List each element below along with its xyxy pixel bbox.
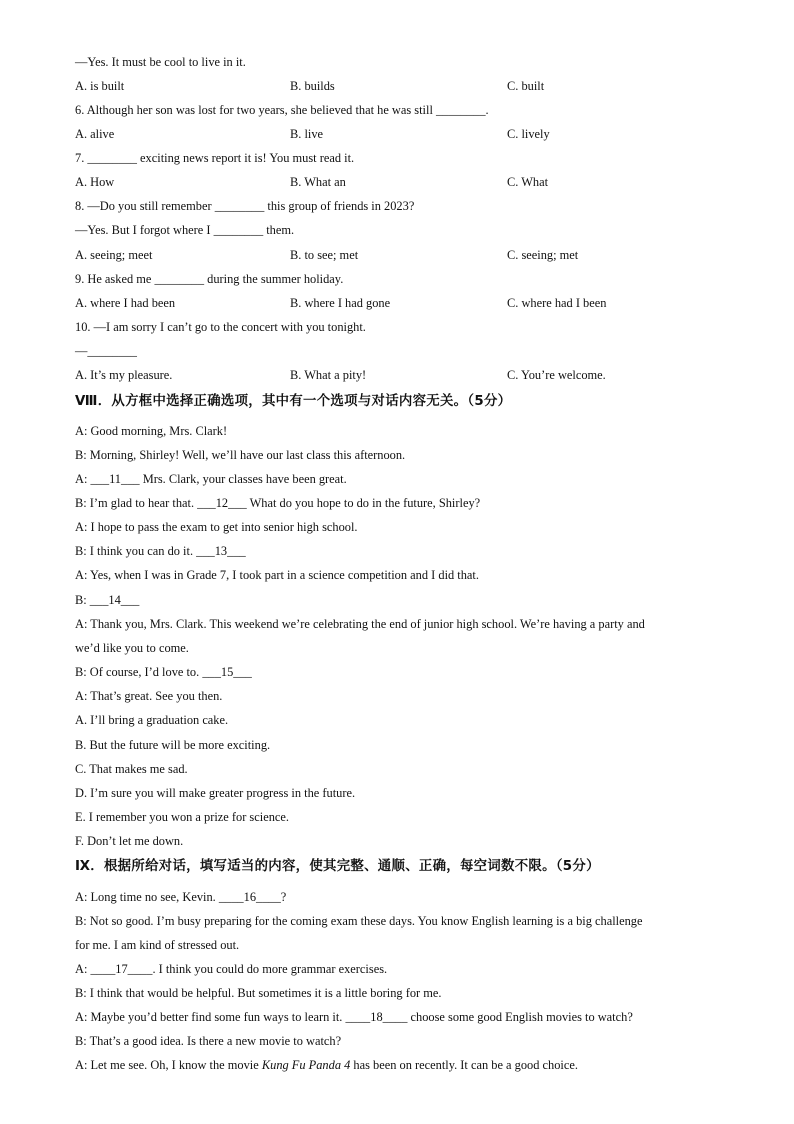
dialogue-line: A: Thank you, Mrs. Clark. This weekend we’re celebrating the end of junior high school. We’re having a party and <box>75 617 645 631</box>
dialogue-line: A: Long time no see, Kevin. ____16____? <box>75 890 287 904</box>
dialogue-line: A: Maybe you’d better find some fun ways to learn it. ____18____ choose some good English movies to watch? <box>75 1010 633 1024</box>
dialogue-line: A: ____17____. I think you could do more grammar exercises. <box>75 962 388 976</box>
dialogue-line: for me. I am kind of stressed out. <box>75 938 240 952</box>
dialogue-line: B: That’s a good idea. Is there a new movie to watch? <box>75 1034 342 1048</box>
q10-question: 10. —I am sorry I can’t go to the concert with you tonight. <box>75 320 366 334</box>
dialogue-line: B: Of course, I’d love to. ___15___ <box>75 665 252 679</box>
q8-question: 8. —Do you still remember ________ this group of friends in 2023? <box>75 199 415 213</box>
dialogue-line: A: That’s great. See you then. <box>75 689 223 703</box>
dialogue-line: A: I hope to pass the exam to get into senior high school. <box>75 520 358 534</box>
dialogue-line: B: ___14___ <box>75 593 140 607</box>
q6-option-b: B. live <box>290 127 324 141</box>
movie-line-end: has been on recently. It can be a good choice. <box>350 1058 578 1072</box>
dialogue-line: B: Not so good. I’m busy preparing for the coming exam these days. You know English learning is a big challenge <box>75 914 643 928</box>
q5-option-a: A. is built <box>75 79 125 93</box>
q6-option-a: A. alive <box>75 127 115 141</box>
q9-option-c: C. where had I been <box>507 296 607 310</box>
section-8-heading: Ⅷ．从方框中选择正确选项，其中有一个选项与对话内容无关。（5分） <box>75 394 512 409</box>
q8-option-a: A. seeing; meet <box>75 248 153 262</box>
choice-e: E. I remember you won a prize for science. <box>75 810 289 824</box>
dialogue-line-movie <box>75 1057 578 1073</box>
section-9-heading: Ⅸ．根据所给对话，填写适当的内容，使其完整、通顺、正确，每空词数不限。（5分） <box>75 859 600 874</box>
q8-answer-line: —Yes. But I forgot where I ________ them. <box>75 223 295 237</box>
q9-option-b: B. where I had gone <box>290 296 391 310</box>
q6-question: 6. Although her son was lost for two years, she believed that he was still ________. <box>75 103 489 117</box>
choice-c: C. That makes me sad. <box>75 762 188 776</box>
q5-answer-line: —Yes. It must be cool to live in it. <box>75 55 246 69</box>
q9-option-a: A. where I had been <box>75 296 176 310</box>
dialogue-line: A: ___11___ Mrs. Clark, your classes have been great. <box>75 472 347 486</box>
dialogue-line: B: I think that would be helpful. But sometimes it is a little boring for me. <box>75 986 442 1000</box>
choice-d: D. I’m sure you will make greater progress in the future. <box>75 786 356 800</box>
q9-question: 9. He asked me ________ during the summer holiday. <box>75 272 344 286</box>
dialogue-line: B: Morning, Shirley! Well, we’ll have our last class this afternoon. <box>75 448 406 462</box>
q8-option-b: B. to see; met <box>290 248 359 262</box>
dialogue-line: A: Yes, when I was in Grade 7, I took part in a science competition and I did that. <box>75 568 479 582</box>
movie-line-start: A: Let me see. Oh, I know the movie <box>75 1058 262 1072</box>
q5-option-c: C. built <box>507 79 545 93</box>
dialogue-line: B: I think you can do it. ___13___ <box>75 544 246 558</box>
movie-title: Kung Fu Panda 4 <box>261 1058 351 1072</box>
q10-option-a: A. It’s my pleasure. <box>75 368 173 382</box>
q10-option-b: B. What a pity! <box>290 368 367 382</box>
q8-option-c: C. seeing; met <box>507 248 579 262</box>
dialogue-line: B: I’m glad to hear that. ___12___ What do you hope to do in the future, Shirley? <box>75 496 481 510</box>
choice-f: F. Don’t let me down. <box>75 834 184 848</box>
choice-a: A. I’ll bring a graduation cake. <box>75 713 229 727</box>
q7-option-b: B. What an <box>290 175 346 189</box>
dialogue-line: we’d like you to come. <box>75 641 189 655</box>
choice-b: B. But the future will be more exciting. <box>75 738 271 752</box>
dialogue-line: A: Good morning, Mrs. Clark! <box>75 424 228 438</box>
q10-answer-line: —________ <box>75 344 137 358</box>
q10-option-c: C. You’re welcome. <box>507 368 606 382</box>
q7-option-c: C. What <box>507 175 549 189</box>
q7-option-a: A. How <box>75 175 115 189</box>
q6-option-c: C. lively <box>507 127 550 141</box>
q5-option-b: B. builds <box>290 79 335 93</box>
q7-question: 7. ________ exciting news report it is! You must read it. <box>75 151 355 165</box>
